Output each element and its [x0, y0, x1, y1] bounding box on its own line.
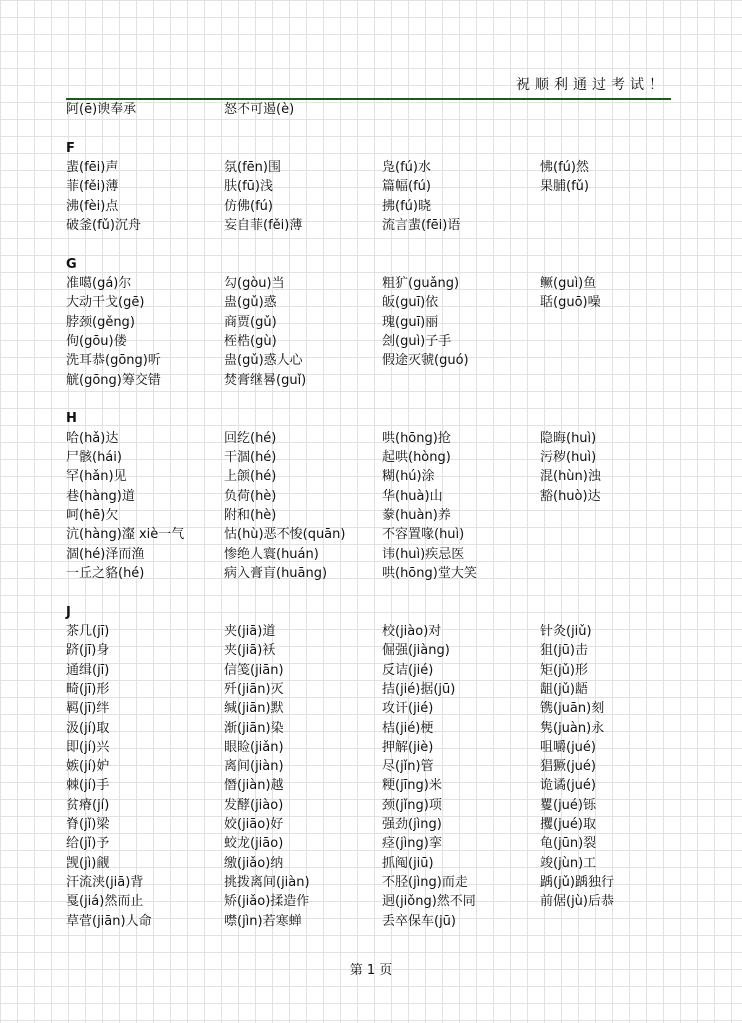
vocab-entry: 勾(gòu)当: [224, 275, 285, 291]
vocab-entry: [540, 564, 698, 583]
vocab-entry: 怫(fú)然: [540, 159, 589, 175]
vocab-entry: 龟(jūn)裂: [540, 836, 597, 852]
vocab-entry: 汲(jí)取: [66, 720, 110, 736]
vocab-entry: 不胫(jìng)而走: [382, 875, 468, 891]
table-row: [66, 351, 686, 370]
vocab-entry: 挑拨离间(jiàn): [224, 875, 310, 891]
vocab-entry: 觥(gōng)筹交错: [66, 372, 161, 388]
vocab-entry: 豁(huò)达: [540, 488, 601, 504]
vocab-entry: 蛊(gǔ)惑: [224, 295, 277, 311]
table-row: [66, 545, 686, 564]
table-row: [66, 873, 686, 892]
vocab-entry: 桎梏(gù): [224, 333, 277, 349]
vocab-entry: 迥(jiǒng)然不同: [382, 894, 476, 910]
vocab-entry: 华(huà)山: [382, 488, 443, 504]
vocab-entry: 大动干戈(gē): [66, 295, 145, 311]
vocab-entry: [540, 545, 698, 564]
vocab-entry: [540, 351, 698, 370]
table-row: [66, 293, 686, 312]
table-row: [66, 158, 686, 177]
vocab-entry: 附和(hè): [224, 507, 277, 523]
vocab-entry: 跻(jī)身: [66, 643, 110, 659]
vocab-entry: 校(jiào)对: [382, 623, 442, 639]
vocab-entry: 阿(ē)谀奉承: [66, 102, 137, 117]
vocab-entry: 果脯(fǔ): [540, 179, 589, 195]
vocab-entry: 破釜(fǔ)沉舟: [66, 217, 141, 233]
vocab-entry: 洗耳恭(gōng)听: [66, 353, 161, 369]
vocab-entry: 氛(fēn)围: [224, 159, 281, 175]
vocab-entry: 污秽(huì): [540, 449, 597, 465]
table-row: [66, 661, 686, 680]
vocab-entry: [540, 332, 698, 351]
table-row: [66, 719, 686, 738]
vocab-entry: 隐晦(huì): [540, 430, 597, 446]
vocab-entry: 给(jǐ)予: [66, 836, 110, 852]
vocab-entry: [382, 371, 540, 390]
vocab-entry: 前倨(jù)后恭: [540, 894, 614, 910]
vocab-entry: 缄(jiān)默: [224, 701, 284, 717]
vocab-entry: 歼(jiān)灭: [224, 681, 284, 697]
header-title: 祝顺利通过考试！: [516, 77, 668, 93]
table-row: [66, 854, 686, 873]
section-spacer: [66, 583, 686, 602]
vocabulary-list: [66, 100, 686, 931]
vocab-entry: 仿佛(fú): [224, 198, 273, 214]
vocab-entry: 粗犷(guǎng): [382, 275, 460, 291]
vocab-entry: 准噶(gá)尔: [66, 275, 132, 291]
vocab-entry: 缴(jiǎo)纳: [224, 855, 284, 871]
vocab-entry: 嫉(jí)妒: [66, 759, 110, 775]
table-row: [66, 738, 686, 757]
vocab-entry: 矩(jǔ)形: [540, 662, 588, 678]
section-letter-heading: H: [66, 411, 77, 427]
vocab-entry: 反诘(jié): [382, 662, 434, 678]
table-row: [66, 892, 686, 911]
table-row: [66, 834, 686, 853]
table-row: [66, 506, 686, 525]
table-row: [66, 448, 686, 467]
vocab-entry: 竣(jùn)工: [540, 855, 597, 871]
table-row: [66, 622, 686, 641]
vocab-entry: 焚膏继晷(guǐ): [224, 372, 307, 388]
table-row: [66, 467, 686, 486]
table-row: [66, 680, 686, 699]
table-row: [66, 371, 686, 390]
vocab-entry: 眼睑(jiǎn): [224, 739, 284, 755]
vocab-entry: 妄自菲(fěi)薄: [224, 217, 303, 233]
vocab-entry: 汗流浃(jiā)背: [66, 875, 144, 891]
vocab-entry: [382, 100, 540, 119]
vocab-entry: 起哄(hòng): [382, 449, 451, 465]
vocab-entry: 怒不可遏(è): [224, 102, 295, 117]
table-row: [66, 332, 686, 351]
table-row: [66, 912, 686, 931]
vocab-entry: 发酵(jiào): [224, 797, 284, 813]
vocab-entry: 惨绝人寰(huán): [224, 546, 319, 562]
vocab-entry: 糊(hú)涂: [382, 469, 435, 485]
vocab-entry: 巷(hàng)道: [66, 488, 135, 504]
vocab-entry: 尽(jǐn)管: [382, 759, 434, 775]
vocab-entry: 鳜(guì)鱼: [540, 275, 597, 291]
section-letter-heading: G: [66, 256, 77, 272]
vocab-entry: 姣(jiāo)好: [224, 817, 284, 833]
vocab-entry: 茶几(jī): [66, 623, 110, 639]
vocab-entry: 夹(jiā)道: [224, 623, 276, 639]
vocab-entry: 佝(gōu)偻: [66, 333, 127, 349]
vocab-entry: 攻讦(jié): [382, 701, 434, 717]
vocab-entry: 龃(jǔ)龉: [540, 681, 588, 697]
vocab-entry: 上颌(hé): [224, 469, 277, 485]
vocab-entry: 负荷(hè): [224, 488, 277, 504]
vocab-entry: 沆(hàng)瀣 xiè一气: [66, 527, 185, 543]
section-letter-heading: F: [66, 140, 75, 156]
vocab-entry: 尸骸(hái): [66, 449, 122, 465]
vocab-entry: 渐(jiān)染: [224, 720, 284, 736]
vocab-entry: 信笺(jiān): [224, 662, 284, 678]
vocab-entry: 押解(jiè): [382, 739, 434, 755]
vocab-entry: [540, 525, 698, 544]
vocab-entry: [540, 313, 698, 332]
vocab-entry: 聒(guō)噪: [540, 295, 601, 311]
table-row: [66, 699, 686, 718]
table-row: [66, 757, 686, 776]
vocab-entry: 粳(jīng)米: [382, 778, 442, 794]
vocab-entry: [540, 216, 698, 235]
table-row: [66, 796, 686, 815]
vocab-entry: 瑰(guī)丽: [382, 314, 439, 330]
vocab-entry: 怙(hù)恶不悛(quān): [224, 527, 346, 543]
vocab-entry: 罕(hǎn)见: [66, 469, 127, 485]
vocab-entry: 镌(juān)刻: [540, 701, 605, 717]
vocab-entry: 干涸(hé): [224, 449, 277, 465]
section-spacer: [66, 119, 686, 138]
section-letter-heading: J: [66, 604, 71, 620]
vocab-entry: 哄(hōng)抢: [382, 430, 451, 446]
vocab-entry: 戛(jiá)然而止: [66, 894, 144, 910]
vocab-entry: 病入膏肓(huāng): [224, 565, 328, 581]
vocab-entry: 皈(guī)依: [382, 295, 439, 311]
vocab-entry: 蜚(fēi)声: [66, 159, 119, 175]
vocab-entry: 哄(hōng)堂大笑: [382, 565, 477, 581]
vocab-entry: 羁(jī)绊: [66, 701, 110, 717]
table-row: [66, 815, 686, 834]
vocab-entry: 觊(jì)觎: [66, 855, 110, 871]
vocab-entry: 贫瘠(jí): [66, 797, 110, 813]
vocab-entry: 抓阄(jiū): [382, 855, 434, 871]
vocab-entry: 凫(fú)水: [382, 159, 431, 175]
table-row: [66, 641, 686, 660]
vocab-entry: 混(hùn)浊: [540, 469, 601, 485]
vocab-entry: 丢卒保车(jū): [382, 913, 456, 929]
table-row: [66, 274, 686, 293]
vocab-entry: 肤(fū)浅: [224, 179, 273, 195]
vocab-entry: [540, 100, 698, 119]
vocab-entry: 豢(huàn)养: [382, 507, 451, 523]
vocab-entry: 沸(fèi)点: [66, 198, 119, 214]
vocab-entry: 针灸(jiǔ): [540, 623, 592, 639]
vocab-entry: 痉(jìng)挛: [382, 836, 442, 852]
vocab-entry: 诡谲(jué): [540, 778, 596, 794]
vocab-entry: 蛟龙(jiāo): [224, 836, 284, 852]
vocab-entry: 一丘之貉(hé): [66, 565, 145, 581]
vocab-entry: 篇幅(fú): [382, 179, 431, 195]
vocab-entry: 脖颈(gěng): [66, 314, 135, 330]
table-row: [66, 525, 686, 544]
table-row: [66, 429, 686, 448]
vocab-entry: 颈(jǐng)项: [382, 797, 442, 813]
vocab-entry: 脊(jǐ)梁: [66, 817, 110, 833]
table-row: [66, 564, 686, 583]
vocab-entry: 回纥(hé): [224, 430, 277, 446]
vocab-entry: 噤(jìn)若寒蝉: [224, 913, 302, 929]
vocab-entry: 攫(jué)取: [540, 817, 596, 833]
vocab-entry: 不容置喙(huì): [382, 527, 465, 543]
vocab-entry: 流言蜚(fēi)语: [382, 217, 461, 233]
table-row: [66, 177, 686, 196]
vocab-entry: [540, 197, 698, 216]
vocab-entry: [540, 506, 698, 525]
table-row: [66, 487, 686, 506]
vocab-entry: 矫(jiǎo)揉造作: [224, 894, 310, 910]
section-spacer: [66, 235, 686, 254]
vocab-entry: 强劲(jìng): [382, 817, 442, 833]
section-spacer: [66, 390, 686, 409]
vocab-entry: 拂(fú)晓: [382, 198, 431, 214]
vocab-entry: 呵(hē)欠: [66, 507, 119, 523]
vocab-entry: 僭(jiàn)越: [224, 778, 284, 794]
vocab-entry: [540, 912, 698, 931]
vocab-entry: 通缉(jī): [66, 662, 110, 678]
table-row: [66, 100, 686, 119]
vocab-entry: 畸(jī)形: [66, 681, 110, 697]
page-number: 第 1 页: [349, 963, 393, 978]
vocab-entry: 狙(jū)击: [540, 643, 588, 659]
vocab-entry: 商贾(gǔ): [224, 314, 277, 330]
vocab-entry: 倔强(jiàng): [382, 643, 450, 659]
vocab-entry: 假途灭虢(guó): [382, 353, 469, 369]
vocab-entry: 拮(jié)据(jū): [382, 681, 456, 697]
vocab-entry: 蛊(gǔ)惑人心: [224, 353, 303, 369]
vocab-entry: 猖獗(jué): [540, 759, 596, 775]
table-row: [66, 776, 686, 795]
table-row: [66, 313, 686, 332]
table-row: [66, 197, 686, 216]
vocab-entry: 涸(hé)泽而渔: [66, 546, 145, 562]
vocab-entry: 菲(fěi)薄: [66, 179, 119, 195]
vocab-entry: 咀嚼(jué): [540, 739, 596, 755]
vocab-entry: 踽(jǔ)踽独行: [540, 875, 614, 891]
vocab-entry: 桔(jié)梗: [382, 720, 434, 736]
vocab-entry: 草菅(jiān)人命: [66, 913, 152, 929]
vocab-entry: 哈(hǎ)达: [66, 430, 119, 446]
vocab-entry: 刽(guì)子手: [382, 333, 452, 349]
table-row: [66, 216, 686, 235]
vocab-entry: 夹(jiā)袄: [224, 643, 276, 659]
vocab-entry: 棘(jí)手: [66, 778, 110, 794]
vocab-entry: 隽(juàn)永: [540, 720, 605, 736]
vocab-entry: 矍(jué)铄: [540, 797, 596, 813]
vocab-entry: 离间(jiàn): [224, 759, 284, 775]
vocab-entry: [540, 371, 698, 390]
vocab-entry: 即(jí)兴: [66, 739, 110, 755]
vocab-entry: 讳(huì)疾忌医: [382, 546, 465, 562]
